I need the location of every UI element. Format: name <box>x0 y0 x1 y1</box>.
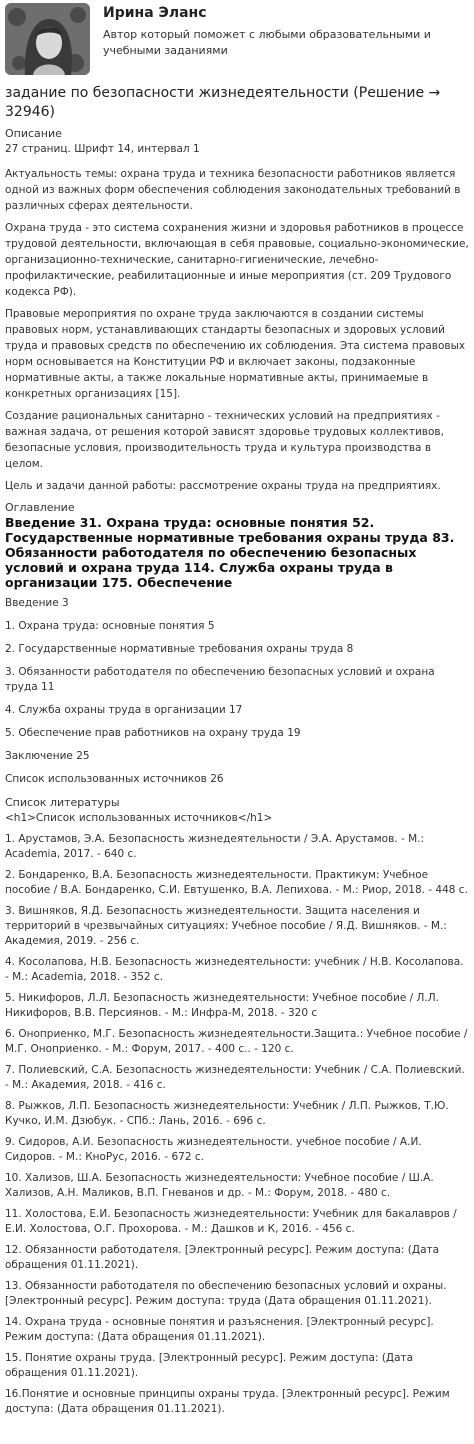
avatar[interactable] <box>5 3 90 75</box>
page-title: задание по безопасности жизнедеятельности (Решение → 32946) <box>5 85 441 120</box>
toc-heading: Введение 31. Охрана труда: основные понятия 52. Государственные нормативные требования охраны труда 83. Обязанности работодателя по обеспечению безопасных условий и охрана труда 114. Служба охраны труда в организации 175. Обеспечение <box>5 515 455 590</box>
toc-item: 2. Государственные нормативные требования охраны труда 8 <box>5 643 354 655</box>
reference-item: 12. Обязанности работодателя. [Электронный ресурс]. Режим доступа: (Дата обращения 01.11.2021). <box>5 1244 440 1271</box>
reference-item: 16.Понятие и основные принципы охраны труда. [Электронный ресурс]. Режим доступа: (Дата обращения 01.11.2021). <box>5 1388 450 1415</box>
reference-item: 9. Сидоров, А.И. Безопасность жизнедеятельности. учебное пособие / А.И. Сидоров. - М.: КноРус, 2016. - 672 с. <box>5 1136 422 1163</box>
toc-item: 5. Обеспечение прав работников на охрану труда 19 <box>5 727 301 739</box>
paragraph: Правовые мероприятия по охране труда заключаются в создании системы правовых норм, устанавливающих стандарты безопасных и здоровых условий труда и правовых средств по обеспечению их соблюдения. Эта система правовых норм основывается на Конституции РФ и включает законы, подзаконные нормативные акты, а также локальные нормативные акты, принимаемые в конкретных организациях [15]. <box>5 308 466 400</box>
task-content <box>0 84 474 1417</box>
reference-item: 13. Обязанности работодателя по обеспечению безопасных условий и охраны. [Электронный ресурс]. Режим доступа: труда (Дата обращения 01.11.2021). <box>5 1280 447 1307</box>
paragraph: Цель и задачи данной работы: рассмотрение охраны труда на предприятиях. <box>5 480 441 492</box>
paragraph: Создание рациональных санитарно - технических условий на предприятиях - важная задача, от решения которой зависят здоровье трудовых коллективов, безопасные условия, производительность труда и культура производства в целом. <box>5 410 444 470</box>
reference-item: 3. Вишняков, Я.Д. Безопасность жизнедеятельности. Защита населения и территорий в чрезвычайных ситуациях: Учебное пособие / Я.Д. Вишняков. - М.: Академия, 2019. - 256 с. <box>5 905 447 947</box>
toc-item: 3. Обязанности работодателя по обеспечению безопасных условий и охрана труда 11 <box>5 666 435 693</box>
reference-item: 2. Бондаренко, В.А. Безопасность жизнедеятельности. Практикум: Учебное пособие / В.А. Бондаренко, С.И. Евтушенко, В.А. Лепихова. - М.: Риор, 2018. - 448 с. <box>5 869 468 896</box>
paragraph: Охрана труда - это система сохранения жизни и здоровья работников в процессе трудовой деятельности, включающая в себя правовые, социально-экономические, организационно-технические, санитарно-гигиенические, лечебно-профилактические, реабилитационные и иные мероприятия (ст. 209 Трудового кодекса РФ). <box>5 222 469 298</box>
reference-item: 1. Арустамов, Э.А. Безопасность жизнедеятельности / Э.А. Арустамов. - М.: Academia, 2017. - 640 с. <box>5 833 425 860</box>
toc-label: Оглавление <box>5 501 75 514</box>
toc-item: Введение 3 <box>5 597 69 609</box>
toc-item: 4. Служба охраны труда в организации 17 <box>5 704 243 716</box>
reference-item: 4. Косолапова, Н.В. Безопасность жизнедеятельности: учебник / Н.В. Косолапова. - М.: Academia, 2018. - 352 с. <box>5 956 464 983</box>
reference-item: 7. Полиевский, С.А. Безопасность жизнедеятельности: Учебник / С.А. Полиевский. - М.: Академия, 2018. - 416 с. <box>5 1064 465 1091</box>
meta-text: 27 страниц. Шрифт 14, интервал 1 <box>5 143 200 155</box>
author-description: Автор который поможет с любыми образовательными и учебными заданиями <box>103 28 431 57</box>
author-name[interactable]: Ирина Эланс <box>103 5 207 21</box>
avatar-image <box>5 3 90 75</box>
toc-item: Список использованных источников 26 <box>5 773 224 785</box>
reference-item: 6. Оноприенко, М.Г. Безопасность жизнедеятельности.Защита.: Учебное пособие / М.Г. Оноприенко. - М.: Форум, 2017. - 400 с.. - 120 с. <box>5 1028 468 1055</box>
literature-label: Список литературы <box>5 796 120 809</box>
literature-heading: <h1>Список использованных источников</h1> <box>5 812 273 824</box>
reference-item: 11. Холостова, Е.И. Безопасность жизнедеятельности: Учебник для бакалавров / Е.И. Холостова, О.Г. Прохорова. - М.: Дашков и К, 2016. - 456 с. <box>5 1208 457 1235</box>
reference-item: 8. Рыжков, Л.П. Безопасность жизнедеятельности: Учебник / Л.П. Рыжков, Т.Ю. Кучко, И.М. Дзюбук. - СПб.: Лань, 2016. - 696 с. <box>5 1100 449 1127</box>
paragraph: Актуальность темы: охрана труда и техника безопасности работников является одной из важных форм обеспечения соблюдения законодательных требований в различных сферах деятельности. <box>5 168 461 212</box>
reference-item: 5. Никифоров, Л.Л. Безопасность жизнедеятельности: Учебное пособие / Л.Л. Никифоров, В.В. Персиянов. - М.: Инфра-М, 2018. - 320 с <box>5 992 439 1019</box>
reference-item: 15. Понятие охраны труда. [Электронный ресурс]. Режим доступа: (Дата обращения 01.11.2021). <box>5 1352 414 1379</box>
reference-item: 10. Хализов, Ш.А. Безопасность жизнедеятельности: Учебное пособие / Ш.А. Хализов, А.Н. Маликов, В.П. Гневанов и др. - М.: Форум, 2018. - 480 с. <box>5 1172 434 1199</box>
author-header <box>0 0 474 78</box>
toc-item: 1. Охрана труда: основные понятия 5 <box>5 620 215 632</box>
description-label: Описание <box>5 127 62 140</box>
reference-item: 14. Охрана труда - основные понятия и разъяснения. [Электронный ресурс]. Режим доступа: (Дата обращения 01.11.2021). <box>5 1316 434 1343</box>
toc-item: Заключение 25 <box>5 750 90 762</box>
